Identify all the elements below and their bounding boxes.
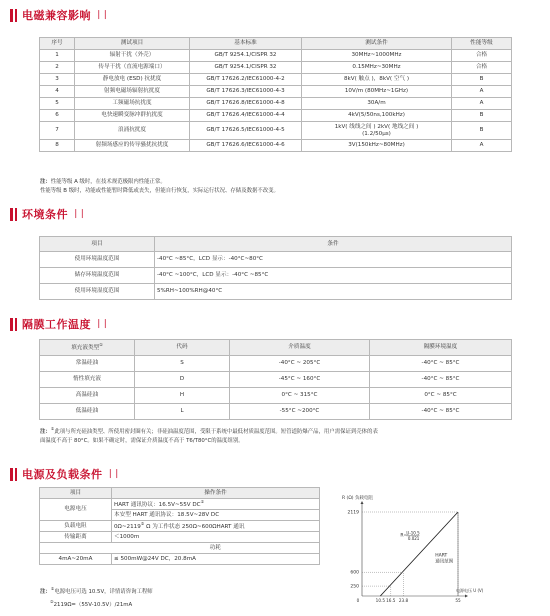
table-row	[40, 532, 320, 543]
emc-header-cell: 测试项目	[75, 38, 190, 50]
section-title-env	[10, 206, 85, 222]
emc-cell-no: 7	[40, 122, 75, 140]
formula-prefix: R=	[400, 533, 408, 539]
emc-cell-grade: 合格	[452, 62, 512, 74]
table-row	[40, 98, 512, 110]
emc-cell-grade: A	[452, 98, 512, 110]
membrane-cell-fluid: 高温硅油	[40, 388, 135, 404]
membrane-cell-ambient-temp: -40°C ~ 85°C	[370, 404, 512, 420]
emc-cell-grade: A	[452, 86, 512, 98]
table-row	[40, 62, 512, 74]
emc-cell-item: 射频电磁场辐射抗扰度	[75, 86, 190, 98]
membrane-cell-medium-temp: 0°C ~ 315°C	[230, 388, 370, 404]
emc-cell-condition: 30MHz~1000MHz	[302, 50, 452, 62]
table-row	[40, 356, 512, 372]
membrane-cell-fluid: 惰性填充液	[40, 372, 135, 388]
membrane-cell-ambient-temp: -40°C ~ 85°C	[370, 356, 512, 372]
note-line: 面温度不高于 80°C。如果不确定时，需保证介质温度不高于 T6/T80°C的温度组别。	[40, 437, 244, 444]
power-note	[40, 584, 153, 610]
membrane-cell-fluid: 低温硅油	[40, 404, 135, 420]
formula-denominator: 0.021	[407, 536, 420, 542]
load-resistance-chart	[330, 488, 484, 610]
emc-cell-standard: GB/T 17626.8/IEC61000-4-8	[190, 98, 302, 110]
emc-cell-condition: 30A/m	[302, 98, 452, 110]
membrane-cell-fluid: 常温硅油	[40, 356, 135, 372]
env-item-cell: 储存环境温度范围	[40, 268, 155, 284]
x-tick-label: 10.5	[375, 598, 385, 603]
section-title-ornament: ❘❘	[95, 10, 109, 20]
note-label: 注：	[40, 588, 51, 595]
membrane-header-cell: 隔膜环境温度	[370, 340, 512, 356]
env-condition-cell: -40°C ~100°C，LCD 显示：-40°C ~85°C	[155, 268, 512, 284]
x-axis-arrow	[465, 595, 468, 598]
emc-cell-standard: GB/T 17626.3/IEC61000-4-3	[190, 86, 302, 98]
emc-cell-item: 传导干扰（直流电源端口）	[75, 62, 190, 74]
current-label-cell: 4mA~20mA	[40, 554, 112, 565]
emc-cell-item: 辐射干扰（外壳）	[75, 50, 190, 62]
x-tick-label: 16.5	[386, 598, 396, 603]
emc-cell-standard: GB/T 17626.2/IEC61000-4-2	[190, 74, 302, 86]
y-axis-label: R (Ω) 负载电阻	[342, 496, 373, 501]
emc-cell-standard: GB/T 9254.1/CISPR 32	[190, 62, 302, 74]
note-line: 性能等级 A 级时，在技术规范极限内性能正常。	[50, 179, 166, 185]
section-title-ornament: ❘❘	[106, 469, 120, 479]
section-title-text: 电源及负载条件	[22, 468, 103, 481]
emc-cell-item: 工频磁场抗扰度	[75, 98, 190, 110]
emc-cell-no: 3	[40, 74, 75, 86]
current-value-cell: ≤ 500mW@24V DC，20.8mA	[112, 554, 320, 565]
membrane-cell-medium-temp: -40°C ~ 205°C	[230, 356, 370, 372]
membrane-cell-medium-temp: -55°C ~200°C	[230, 404, 370, 420]
load-value-cell	[112, 521, 320, 532]
table-row	[40, 110, 512, 122]
power-table	[39, 487, 320, 565]
table-row	[40, 252, 512, 268]
region-label: 通讯范围	[435, 559, 454, 565]
emc-cell-grade: B	[452, 110, 512, 122]
emc-cell-no: 6	[40, 110, 75, 122]
table-row	[40, 268, 512, 284]
emc-header-cell: 序号	[40, 38, 75, 50]
emc-table	[39, 37, 512, 152]
note-line: 2119Ω=（55V-10.5V）/21mA	[53, 601, 133, 608]
section-title-text: 环境条件	[22, 208, 68, 221]
section-title-emc	[10, 7, 108, 23]
membrane-header-cell: 代码	[135, 340, 230, 356]
table-row	[40, 554, 320, 565]
x-tick-label: 55	[455, 598, 461, 603]
note-line: 性能等级 B 级时，功能或性能暂时降低或丧失，但能自行恢复，实际运行状况、存储及数据不改变。	[40, 188, 279, 194]
emc-cell-condition: 4kV(5/50ns,100kHz)	[302, 110, 452, 122]
region-label: HART	[435, 553, 448, 559]
power-consumption-header: 功耗	[112, 543, 320, 554]
footnote-mark: ①	[99, 342, 103, 348]
emc-cell-grade: 合格	[452, 50, 512, 62]
env-item-cell: 使用环境温度范围	[40, 252, 155, 268]
table-row	[40, 543, 320, 554]
note-line-wrap	[50, 598, 133, 608]
emc-cell-grade: A	[452, 140, 512, 152]
membrane-cell-code: H	[135, 388, 230, 404]
table-row	[40, 499, 320, 510]
emc-cell-no: 2	[40, 62, 75, 74]
section-title-text: 电磁兼容影响	[22, 9, 91, 22]
table-row	[40, 372, 512, 388]
table-row	[40, 521, 320, 532]
y-tick-label: 250	[350, 584, 359, 590]
emc-header-cell: 基本标准	[190, 38, 302, 50]
footnote-mark: ①	[50, 426, 55, 431]
formula-numerator: U-10.5	[406, 530, 420, 536]
emc-note	[40, 178, 279, 196]
table-row	[40, 140, 512, 152]
note-line: 此项与所充硅油类型、所使用密封圈有关；非硅油温度范围，受限于系统中最低材质温度范围。短管道防爆产品，用户需保证到壳体的表	[54, 428, 378, 435]
env-header-cell: 条件	[155, 237, 512, 252]
x-tick-label: 23.8	[398, 598, 409, 603]
table-row	[40, 50, 512, 62]
emc-cell-no: 1	[40, 50, 75, 62]
emc-cell-condition: 10V/m (80MHz~1GHz)	[302, 86, 452, 98]
header-text: 填充液类型	[71, 345, 100, 352]
emc-cell-condition: 8kV( 触点 )，8kV( 空气 )	[302, 74, 452, 86]
emc-cell-item: 静电放电 (ESD) 抗扰度	[75, 74, 190, 86]
emc-header-cell: 测试条件	[302, 38, 452, 50]
membrane-cell-ambient-temp: -40°C ~ 85°C	[370, 372, 512, 388]
footnote-mark: ②	[140, 520, 145, 526]
note-line: 电源电压可选 10.5V，详情请咨询工程师	[54, 588, 153, 595]
emc-cell-item: 射频场感应的传导骚扰抗扰度	[75, 140, 190, 152]
emc-cell-standard: GB/T 17626.5/IEC61000-4-5	[190, 122, 302, 140]
supply-intrinsic-cell: 本安型 HART 通讯协议：18.5V~28V DC	[112, 510, 320, 521]
emc-cell-condition: 0.15MHz~30MHz	[302, 62, 452, 74]
section-title-membrane	[10, 316, 108, 332]
y-axis-arrow	[361, 501, 364, 504]
membrane-cell-code: S	[135, 356, 230, 372]
emc-cell-condition: 3V(150kHz~80MHz)	[302, 140, 452, 152]
env-header-cell: 项目	[40, 237, 155, 252]
membrane-cell-code: D	[135, 372, 230, 388]
emc-cell-condition: 1kV( 线线之间 ) 2kV( 地线之间 ) (1.2/50μs)	[302, 122, 452, 140]
emc-cell-standard: GB/T 9254.1/CISPR 32	[190, 50, 302, 62]
distance-label-cell: 传输距离	[40, 532, 112, 543]
load-label-cell: 负载电阻	[40, 521, 112, 532]
y-tick-label: 600	[350, 570, 359, 576]
footnote-mark: ②	[50, 598, 54, 604]
emc-cell-standard: GB/T 17626.4/IEC61000-4-4	[190, 110, 302, 122]
table-row	[40, 404, 512, 420]
env-condition-cell: -40°C ~85°C，LCD 显示：-40°C~80°C	[155, 252, 512, 268]
table-row	[40, 284, 512, 300]
membrane-note	[40, 424, 378, 446]
supply-label-cell: 电源电压	[40, 499, 112, 521]
emc-cell-no: 5	[40, 98, 75, 110]
empty-cell	[40, 543, 112, 554]
membrane-cell-code: L	[135, 404, 230, 420]
emc-cell-grade: B	[452, 74, 512, 86]
note-label: 注：	[40, 428, 51, 435]
power-header-cell: 项目	[40, 488, 112, 499]
section-title-text: 隔膜工作温度	[22, 318, 91, 331]
section-title-ornament: ❘❘	[72, 209, 86, 219]
emc-cell-item: 浪涌抗扰度	[75, 122, 190, 140]
membrane-cell-ambient-temp: 0°C ~ 85°C	[370, 388, 512, 404]
section-title-power	[10, 466, 120, 482]
membrane-header-cell	[40, 340, 135, 356]
x-axis-label: 电源电压 U (V)	[456, 588, 484, 593]
env-condition-cell: 5%RH~100%RH@40°C	[155, 284, 512, 300]
table-row	[40, 74, 512, 86]
emc-cell-no: 4	[40, 86, 75, 98]
origin-label: 0	[356, 598, 360, 603]
table-row	[40, 122, 512, 140]
footnote-mark: ①	[200, 498, 205, 504]
env-table	[39, 236, 512, 300]
emc-header-cell: 性能等级	[452, 38, 512, 50]
membrane-cell-medium-temp: -45°C ~ 160°C	[230, 372, 370, 388]
membrane-table	[39, 339, 512, 420]
emc-cell-no: 8	[40, 140, 75, 152]
footnote-mark: ①	[50, 586, 55, 591]
membrane-header-cell: 介质温度	[230, 340, 370, 356]
supply-hart-cell	[112, 499, 320, 510]
load-value-text: 0Ω~2119	[114, 523, 141, 530]
power-header-cell: 操作条件	[112, 488, 320, 499]
note-label: 注：	[40, 179, 51, 185]
table-row	[40, 86, 512, 98]
emc-cell-grade: B	[452, 122, 512, 140]
env-item-cell: 使用环境湿度范围	[40, 284, 155, 300]
emc-cell-standard: GB/T 17626.6/IEC61000-4-6	[190, 140, 302, 152]
supply-hart-text: HART 通讯协议：16.5V~55V DC	[114, 501, 201, 508]
distance-value-cell: ＜1000m	[112, 532, 320, 543]
section-title-ornament: ❘❘	[95, 319, 109, 329]
y-tick-label: 2119	[347, 510, 359, 516]
load-value-text: Ω 为工作状态 250Ω~600ΩHART 通讯	[144, 523, 245, 530]
table-row	[40, 388, 512, 404]
emc-cell-item: 电快速瞬变脉冲群抗扰度	[75, 110, 190, 122]
